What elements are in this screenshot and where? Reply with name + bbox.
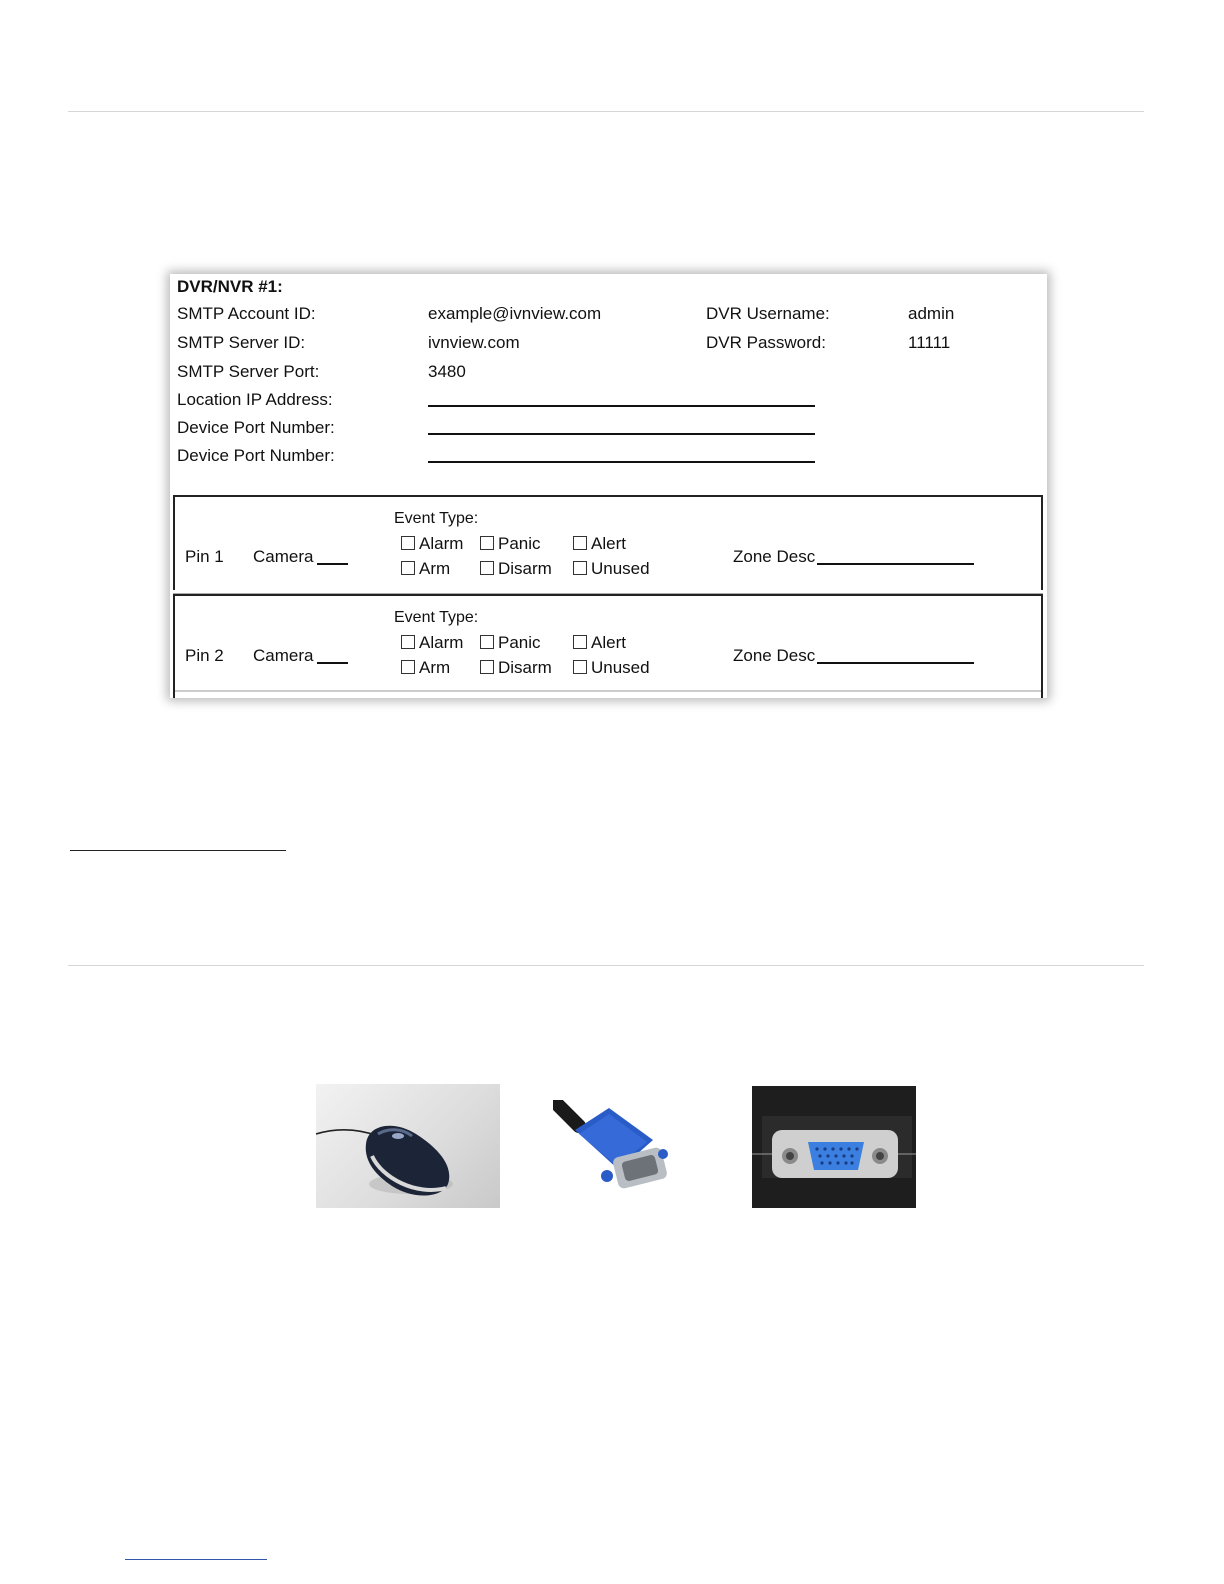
field-label: SMTP Server ID: xyxy=(177,333,306,352)
dvr-username-label: DVR Username: xyxy=(706,304,830,323)
blank-line xyxy=(428,461,815,463)
field-label: SMTP Account ID: xyxy=(177,304,316,323)
checkbox-label: Arm xyxy=(419,658,451,677)
checkbox-box[interactable] xyxy=(401,561,415,575)
checkbox-box[interactable] xyxy=(480,561,494,575)
pin-row-3-edge xyxy=(175,690,1041,692)
zone-desc-label: Zone Desc xyxy=(733,547,816,566)
checkbox-box[interactable] xyxy=(480,635,494,649)
field-label: SMTP Server Port: xyxy=(177,362,320,381)
zone-desc-blank xyxy=(817,562,974,565)
blank-line xyxy=(428,405,815,407)
pin-row-1 xyxy=(173,495,1043,590)
event-type-label: Event Type: xyxy=(394,510,479,527)
event-type-label: Event Type: xyxy=(394,609,479,626)
checkbox-disarm[interactable] xyxy=(480,658,552,678)
vga-cable-photo xyxy=(553,1100,669,1195)
field-row-device-port xyxy=(170,418,1047,442)
checkbox-box[interactable] xyxy=(401,635,415,649)
checkbox-box[interactable] xyxy=(480,660,494,674)
vga-port-photo xyxy=(752,1086,916,1208)
checkbox-label: Alert xyxy=(591,633,626,652)
middle-divider xyxy=(68,965,1144,966)
checkbox-label: Panic xyxy=(498,534,541,553)
field-value: example@ivnview.com xyxy=(428,304,602,323)
checkbox-arm[interactable] xyxy=(401,559,450,579)
camera-field xyxy=(253,547,348,567)
checkbox-label: Alert xyxy=(591,534,626,553)
camera-blank xyxy=(317,661,348,664)
checkbox-box[interactable] xyxy=(480,536,494,550)
camera-field xyxy=(253,646,348,666)
checkbox-label: Unused xyxy=(591,658,650,677)
checkbox-alarm[interactable] xyxy=(401,633,463,653)
checkbox-panic[interactable] xyxy=(480,534,541,554)
field-value: 3480 xyxy=(428,362,466,381)
blank-line xyxy=(428,433,815,435)
camera-label: Camera xyxy=(253,547,314,566)
field-row-device-port-2 xyxy=(170,446,1047,470)
link-underline[interactable] xyxy=(125,1559,267,1560)
checkbox-label: Disarm xyxy=(498,559,552,578)
checkbox-box[interactable] xyxy=(401,536,415,550)
checkbox-unused[interactable] xyxy=(573,559,650,579)
top-divider xyxy=(68,111,1144,112)
checkbox-box[interactable] xyxy=(573,561,587,575)
checkbox-alarm[interactable] xyxy=(401,534,463,554)
mouse-icon xyxy=(316,1084,500,1208)
computer-mouse-photo xyxy=(316,1084,500,1208)
field-label: Device Port Number: xyxy=(177,418,335,437)
pin-label: Pin 2 xyxy=(185,646,224,665)
field-label: Location IP Address: xyxy=(177,390,333,409)
dvr-password-value: 11111 xyxy=(908,333,951,352)
dvr-password-label: DVR Password: xyxy=(706,333,826,352)
dvr-form-screenshot xyxy=(170,274,1047,698)
zone-desc-blank xyxy=(817,661,974,664)
field-row-location-ip xyxy=(170,390,1047,414)
checkbox-label: Panic xyxy=(498,633,541,652)
vga-port-icon xyxy=(752,1086,916,1208)
zone-desc-field xyxy=(733,646,974,666)
pin-label: Pin 1 xyxy=(185,547,224,566)
checkbox-alert[interactable] xyxy=(573,534,626,554)
checkbox-label: Arm xyxy=(419,559,451,578)
checkbox-box[interactable] xyxy=(573,536,587,550)
checkbox-label: Disarm xyxy=(498,658,552,677)
checkbox-unused[interactable] xyxy=(573,658,650,678)
checkbox-label: Unused xyxy=(591,559,650,578)
field-value: ivnview.com xyxy=(428,333,520,352)
pin-row-2 xyxy=(173,594,1043,698)
camera-blank xyxy=(317,562,348,565)
checkbox-disarm[interactable] xyxy=(480,559,552,579)
checkbox-label: Alarm xyxy=(419,534,464,553)
form-title: DVR/NVR #1: xyxy=(177,277,283,296)
checkbox-box[interactable] xyxy=(573,660,587,674)
dvr-username-value: admin xyxy=(908,304,955,323)
checkbox-arm[interactable] xyxy=(401,658,450,678)
zone-desc-field xyxy=(733,547,974,567)
checkbox-box[interactable] xyxy=(573,635,587,649)
field-label: Device Port Number: xyxy=(177,446,335,465)
checkbox-label: Alarm xyxy=(419,633,464,652)
checkbox-panic[interactable] xyxy=(480,633,541,653)
section-underline xyxy=(70,850,286,851)
zone-desc-label: Zone Desc xyxy=(733,646,816,665)
checkbox-alert[interactable] xyxy=(573,633,626,653)
vga-cable-icon xyxy=(553,1100,669,1195)
camera-label: Camera xyxy=(253,646,314,665)
checkbox-box[interactable] xyxy=(401,660,415,674)
